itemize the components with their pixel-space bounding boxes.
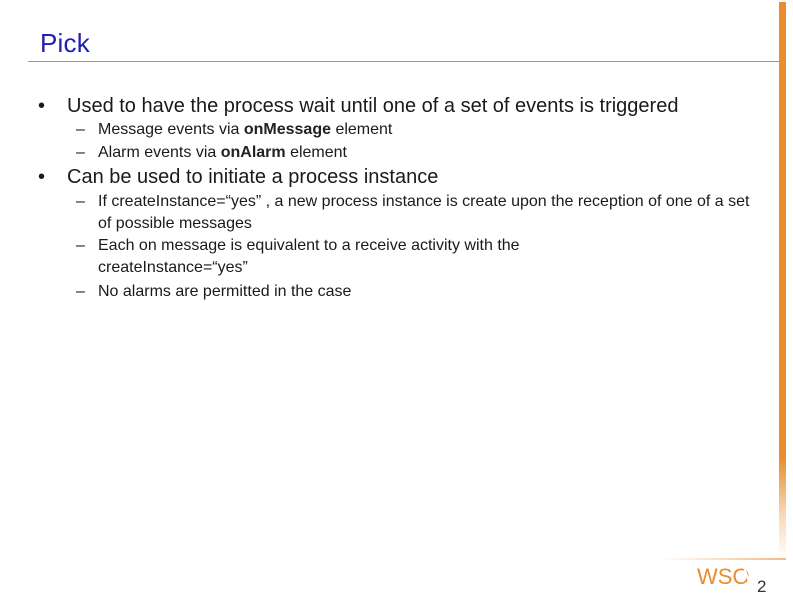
sub-bullet-text: element (285, 144, 347, 161)
title-underline (28, 61, 780, 62)
sub-bullet-text: If createInstance=“yes” , a new process instance is create upon the reception of one of a set of possible messages (98, 193, 750, 232)
sub-bullet-text: Alarm events via (98, 144, 221, 161)
logo-subscript: 2 (757, 577, 767, 594)
logo-text: WSO (697, 564, 750, 589)
bullet-icon: • (38, 166, 46, 188)
sub-bullet-text: No alarms are permitted in the case (98, 283, 352, 300)
sub-bullet-item (76, 119, 766, 141)
bullet-item (38, 94, 678, 118)
bullet-item (38, 165, 438, 189)
sub-bullet-item (76, 142, 766, 164)
right-accent-bar (779, 2, 786, 558)
dash-icon: – (76, 121, 85, 138)
dash-icon: – (76, 193, 85, 210)
bullet-text: Can be used to initiate a process instance (67, 166, 439, 188)
dash-icon: – (76, 237, 85, 254)
sub-bullet-item (76, 235, 606, 279)
sub-bullet-text: element (331, 121, 393, 138)
dash-icon: – (76, 283, 85, 300)
dash-icon: – (76, 144, 85, 161)
slide-title: Pick (40, 28, 90, 58)
bullet-text: Used to have the process wait until one of a set of events is triggered (67, 95, 679, 117)
sub-bullet-text: Each on message is equivalent to a receive activity with the createInstance=“yes” (98, 237, 520, 276)
bullet-icon: • (38, 95, 46, 117)
sub-bullet-text: Message events via (98, 121, 244, 138)
sub-bullet-item (76, 191, 756, 235)
code-term: onAlarm (220, 144, 286, 161)
code-term: onMessage (243, 121, 331, 138)
wso2-logo (697, 560, 775, 594)
sub-bullet-item (76, 281, 766, 303)
